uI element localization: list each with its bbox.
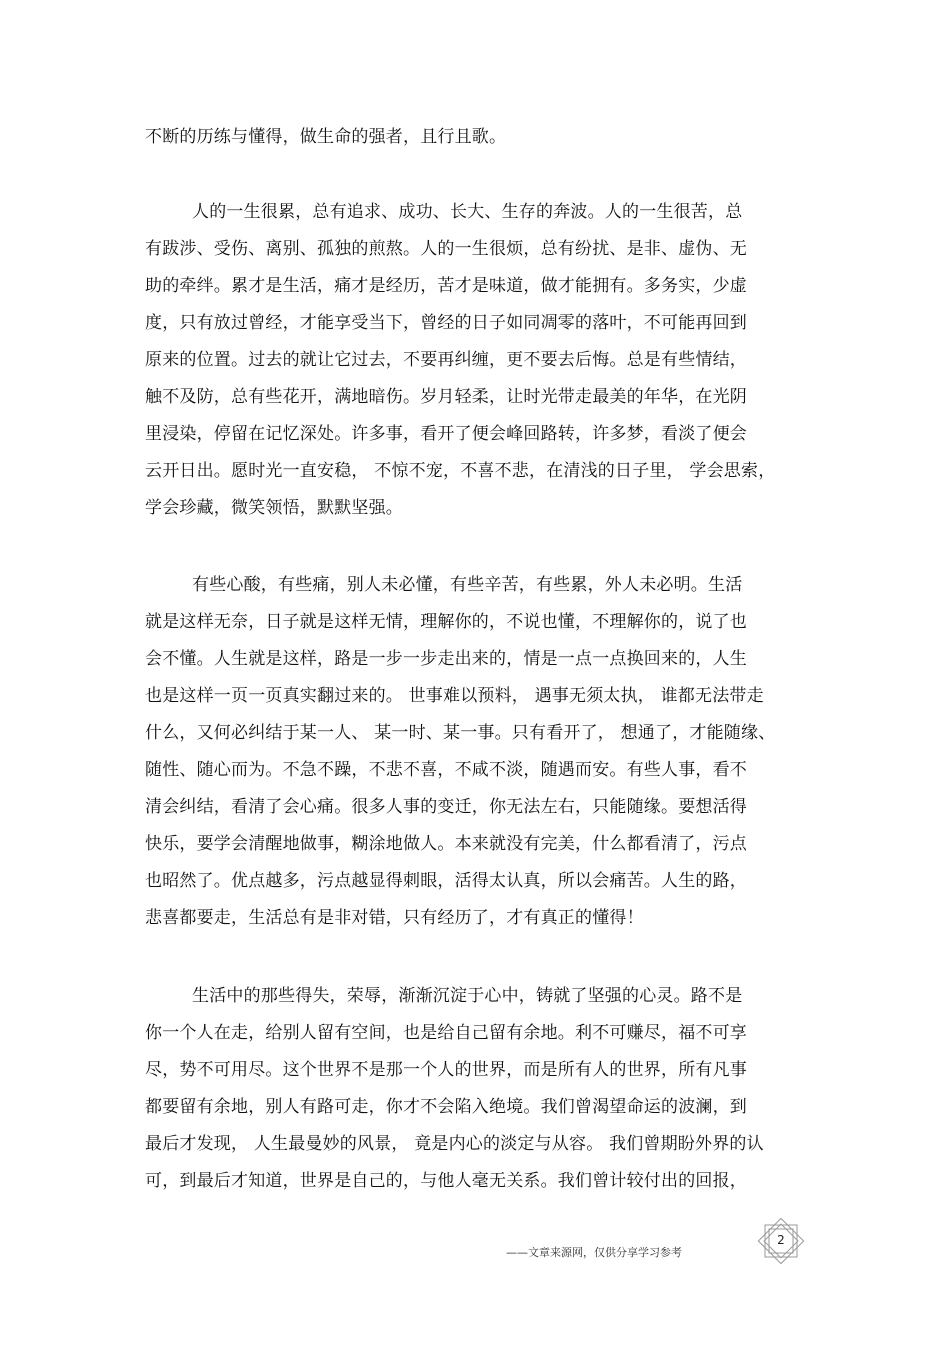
text-line: 原来的位置。过去的就让它过去，不要再纠缠，更不要去后悔。总是有些情结， bbox=[145, 350, 747, 370]
page-number-badge bbox=[756, 1218, 806, 1264]
text-line: 有跋涉、受伤、离别、孤独的煎熬。人的一生很烦，总有纷扰、是非、虚伪、无 bbox=[145, 239, 747, 259]
text-line: 学会珍藏，微笑领悟，默默坚强。 bbox=[145, 498, 403, 518]
text-line: 度，只有放过曾经，才能享受当下，曾经的日子如同凋零的落叶，不可能再回到 bbox=[145, 313, 747, 333]
page-number: 2 bbox=[777, 1233, 785, 1247]
text-line: 也是这样一页一页真实翻过来的。 世事难以预料， 遇事无须太执， 谁都无法带走 bbox=[145, 686, 764, 706]
text-line: 都要留有余地，别人有路可走，你才不会陷入绝境。我们曾渴望命运的波澜，到 bbox=[145, 1097, 747, 1117]
paragraph-first-line: 生活中的那些得失，荣辱，渐渐沉淀于心中，铸就了坚强的心灵。路不是 bbox=[192, 986, 743, 1006]
text-line: 可，到最后才知道，世界是自己的，与他人毫无关系。我们曾计较付出的回报， bbox=[145, 1171, 747, 1191]
text-line: 里浸染，停留在记忆深处。许多事，看开了便会峰回路转，许多梦，看淡了便会 bbox=[145, 424, 747, 444]
text-line: 触不及防，总有些花开，满地暗伤。岁月轻柔，让时光带走最美的年华，在光阴 bbox=[145, 387, 747, 407]
text-line: 最后才发现， 人生最曼妙的风景， 竟是内心的淡定与从容。 我们曾期盼外界的认 bbox=[145, 1134, 764, 1154]
text-line: 悲喜都要走，生活总有是非对错，只有经历了，才有真正的懂得！ bbox=[145, 908, 644, 928]
text-line: 随性、随心而为。不急不躁，不悲不喜，不咸不淡，随遇而安。有些人事，看不 bbox=[145, 760, 747, 780]
text-line: 会不懂。人生就是这样，路是一步一步走出来的，情是一点一点换回来的，人生 bbox=[145, 649, 747, 669]
paragraph-first-line: 人的一生很累，总有追求、成功、长大、生存的奔波。人的一生很苦，总 bbox=[192, 202, 743, 222]
text-line: 也昭然了。优点越多，污点越显得刺眼，活得太认真，所以会痛苦。人生的路， bbox=[145, 871, 747, 891]
text-line: 尽，势不可用尽。这个世界不是那一个人的世界，而是所有人的世界，所有凡事 bbox=[145, 1060, 747, 1080]
text-line: 快乐，要学会清醒地做事，糊涂地做人。本来就没有完美，什么都看清了，污点 bbox=[145, 834, 747, 854]
text-line: 什么，又何必纠结于某一人、 某一时、某一事。只有看开了， 想通了，才能随缘、 bbox=[145, 723, 776, 743]
text-line: 不断的历练与懂得，做生命的强者，且行且歌。 bbox=[145, 127, 507, 147]
text-line: 清会纠结，看清了会心痛。很多人事的变迁，你无法左右，只能随缘。要想活得 bbox=[145, 797, 747, 817]
paragraph-first-line: 有些心酸，有些痛，别人未必懂，有些辛苦，有些累，外人未必明。生活 bbox=[192, 575, 743, 595]
footer-source-note: ——文章来源网，仅供分享学习参考 bbox=[506, 1246, 682, 1259]
text-line: 就是这样无奈，日子就是这样无情，理解你的，不说也懂，不理解你的，说了也 bbox=[145, 612, 747, 632]
text-line: 助的牵绊。累才是生活，痛才是经历，苦才是味道，做才能拥有。多务实，少虚 bbox=[145, 276, 747, 296]
text-line: 你一个人在走，给别人留有空间，也是给自己留有余地。利不可赚尽，福不可享 bbox=[145, 1023, 747, 1043]
text-line: 云开日出。愿时光一直安稳， 不惊不宠，不喜不悲，在清浅的日子里， 学会思索， bbox=[145, 461, 776, 481]
